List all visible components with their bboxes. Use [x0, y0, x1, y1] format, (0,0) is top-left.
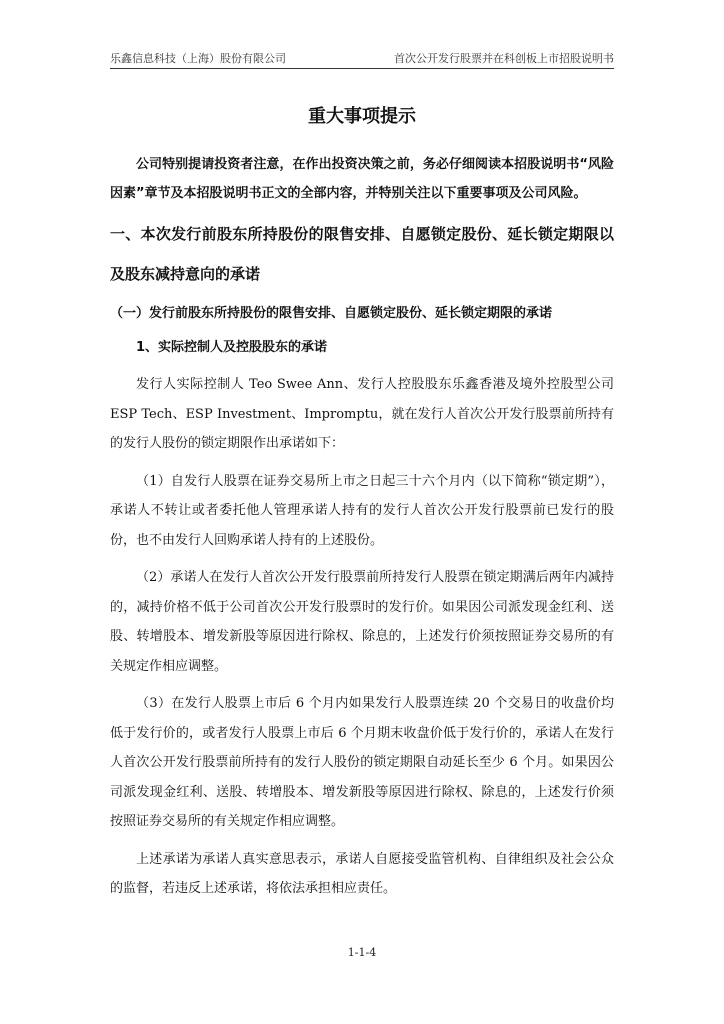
body-paragraph-1: 发行人实际控制人 Teo Swee Ann、发行人控股股东乐鑫香港及境外控股型公司 ESP Tech、ESP Investment、Impromptu，就在发行人首次公开发行股票前所持有的发行人股份的锁定期限作出承诺如下： [110, 377, 614, 451]
running-header [110, 46, 614, 69]
body-paragraph-4: （3）在发行人股票上市后 6 个月内如果发行人股票连续 20 个交易日的收盘价均低于发行价的，或者发行人股票上市后 6 个月期末收盘价低于发行价的，承诺人在发行人首次公开发行股票前所持有的发行人股份的锁定期限自动延长至少 6 个月。如果因公司派发现金红利、送股、转增股本、增发新股等原因进行除权、除息的，上述发行价须按照证券交易所的有关规定作相应调整。 [110, 696, 614, 829]
page-title: 重大事项提示 [308, 106, 416, 127]
header-document-title: 首次公开发行股票并在科创板上市招股说明书 [394, 52, 614, 65]
header-company-name: 乐鑫信息科技（上海）股份有限公司 [110, 52, 286, 65]
section-1-heading: 一、本次发行前股东所持股份的限售安排、自愿锁定股份、延长锁定期限以及股东减持意向的承诺 [110, 225, 614, 283]
subsection-1-heading: （一）发行前股东所持股份的限售安排、自愿锁定股份、延长锁定期限的承诺 [110, 306, 553, 321]
intro-paragraph: 公司特别提请投资者注意，在作出投资决策之前，务必仔细阅读本招股说明书“风险因素”章节及本招股说明书正文的全部内容，并特别关注以下重要事项及公司风险。 [110, 157, 614, 201]
body-paragraph-2: （1）自发行人股票在证券交易所上市之日起三十六个月内（以下简称“锁定期”），承诺人不转让或者委托他人管理承诺人持有的发行人首次公开发行股票前已发行的股份，也不由发行人回购承诺人持有的上述股份。 [110, 473, 614, 548]
body-paragraph-5: 上述承诺为承诺人真实意思表示，承诺人自愿接受监管机构、自律组织及社会公众的监督，若违反上述承诺，将依法承担相应责任。 [110, 851, 614, 896]
body-paragraph-3: （2）承诺人在发行人首次公开发行股票前所持发行人股票在锁定期满后两年内减持的，减持价格不低于公司首次公开发行股票时的发行价。如果因公司派发现金红利、送股、转增股本、增发新股等原因进行除权、除息的，上述发行价须按照证券交易所的有关规定作相应调整。 [110, 570, 614, 674]
page-number: 1-1-4 [347, 946, 377, 959]
page-content [110, 104, 614, 912]
item-1-heading: 1、实际控制人及控股股东的承诺 [136, 340, 328, 355]
